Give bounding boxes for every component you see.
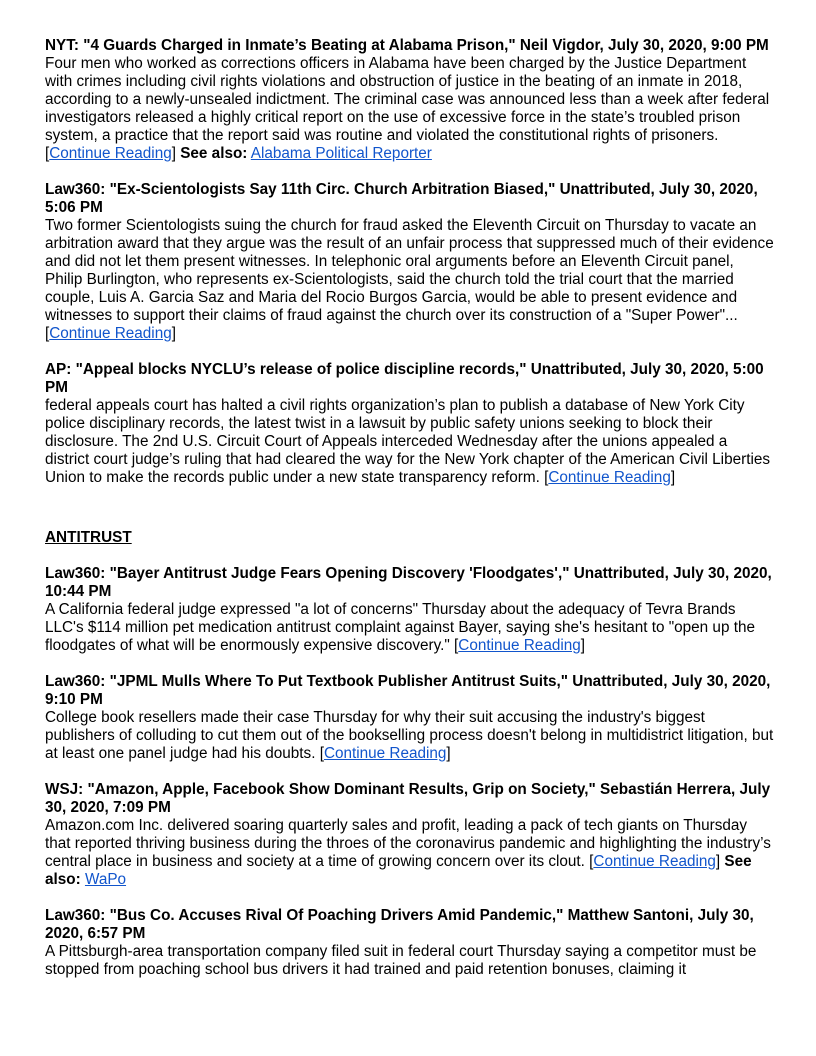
article — [45, 907, 775, 979]
article-text: A Pittsburgh-area transportation company filed suit in federal court Thursday saying a competitor must be stopped from poaching school bus drivers it had trained and paid retention bonuses, claiming it — [45, 943, 757, 978]
article-headline: Law360: "Bus Co. Accuses Rival Of Poaching Drivers Amid Pandemic," Matthew Santoni, July 30, 2020, 6:57 PM — [45, 907, 754, 942]
article-text: Two former Scientologists suing the church for fraud asked the Eleventh Circuit on Thursday to vacate an arbitration award that they argue was the result of an unfair process that suppressed much of their evidence and did not let them present witnesses. In telephonic oral arguments before an Eleventh Circuit panel, Philip Burlington, who represents ex-Scientologists, said the church told the trial court that the married couple, Luis A. Garcia Saz and Maria del Rocio Burgos Garcia, would be able to present evidence and witnesses to support their claims of fraud against the church over its construction of a "Super Power"... — [45, 217, 774, 324]
article-text: federal appeals court has halted a civil rights organization’s plan to publish a database of New York City police disciplinary records, the latest twist in a lawsuit by public safety unions seeking to block their disclosure. The 2nd U.S. Circuit Court of Appeals interceded Wednesday after the unions appealed a district court judge’s ruling that had cleared the way for the New York chapter of the American Civil Liberties Union to make the records public under a new state transparency reform. — [45, 397, 770, 486]
continue-reading-link[interactable]: Continue Reading — [49, 145, 172, 162]
continue-reading-link[interactable]: Continue Reading — [593, 853, 716, 870]
article-headline: Law360: "Bayer Antitrust Judge Fears Opening Discovery 'Floodgates'," Unattributed, July 30, 2020, 10:44 PM — [45, 565, 772, 600]
section-heading: ANTITRUST — [45, 529, 132, 546]
article-body — [45, 943, 775, 979]
see-also-label: See also: — [180, 145, 248, 162]
article-headline: Law360: "JPML Mulls Where To Put Textbook Publisher Antitrust Suits," Unattributed, July 30, 2020, 9:10 PM — [45, 673, 771, 708]
article-text: A California federal judge expressed "a lot of concerns" Thursday about the adequacy of Tevra Brands LLC's $114 million pet medication antitrust complaint against Bayer, saying she's hesitant to "open up the floodgates of what will be enormously expensive discovery." — [45, 601, 755, 654]
article-headline: Law360: "Ex-Scientologists Say 11th Circ. Church Arbitration Biased," Unattributed, July 30, 2020, 5:06 PM — [45, 181, 758, 216]
article-body: A California federal judge expressed "a lot of concerns" Thursday about the adequacy of Tevra Brands LLC's $114 million pet medication antitrust complaint against Bayer, saying she's hesitant to "open up the floodgates of what will be enormously expensive discovery." [Continue Reading] — [45, 601, 755, 654]
article — [45, 181, 775, 343]
article-text: College book resellers made their case Thursday for why their suit accusing the industry's biggest publishers of colluding to cut them out of the bookselling process doesn't belong in multidistrict litigation, but at least one panel judge had his doubts. — [45, 709, 774, 762]
article — [45, 37, 775, 163]
document-page — [45, 37, 775, 997]
continue-reading-link[interactable]: Continue Reading — [323, 745, 447, 762]
article-headline: AP: "Appeal blocks NYCLU’s release of police discipline records," Unattributed, July 30, 2020, 5:00 PM — [45, 361, 764, 396]
see-also-link[interactable]: WaPo — [84, 871, 127, 888]
continue-reading-link[interactable]: Continue Reading — [49, 325, 172, 342]
see-also-link[interactable]: Alabama Political Reporter — [250, 145, 432, 162]
article-headline: WSJ: "Amazon, Apple, Facebook Show Dominant Results, Grip on Society," Sebastián Herrera, July 30, 2020, 7:09 PM — [45, 781, 771, 816]
article — [45, 565, 775, 655]
see-also-label: See also: — [45, 853, 752, 888]
continue-reading-link[interactable]: Continue Reading — [548, 469, 671, 486]
article-headline: NYT: "4 Guards Charged in Inmate’s Beating at Alabama Prison," Neil Vigdor, July 30, 2020, 9:00 PM — [45, 37, 769, 54]
article-body: Two former Scientologists suing the church for fraud asked the Eleventh Circuit on Thursday to vacate an arbitration award that they argue was the result of an unfair process that suppressed much of their evidence and did not let them present witnesses. In telephonic oral arguments before an Eleventh Circuit panel, Philip Burlington, who represents ex-Scientologists, said the church told the trial court that the married couple, Luis A. Garcia Saz and Maria del Rocio Burgos Garcia, would be able to present evidence and witnesses to support their claims of fraud against the church over its construction of a "Super Power"... [Continue Reading] — [45, 217, 774, 342]
article — [45, 361, 775, 487]
article — [45, 781, 775, 889]
article-body: federal appeals court has halted a civil rights organization’s plan to publish a database of New York City police disciplinary records, the latest twist in a lawsuit by public safety unions seeking to block their disclosure. The 2nd U.S. Circuit Court of Appeals interceded Wednesday after the unions appealed a district court judge’s ruling that had cleared the way for the New York chapter of the American Civil Liberties Union to make the records public under a new state transparency reform. [Continue Reading] — [45, 397, 770, 486]
continue-reading-link[interactable]: Continue Reading — [458, 637, 581, 654]
article-text: Amazon.com Inc. delivered soaring quarterly sales and profit, leading a pack of tech giants on Thursday that reported thriving business during the throes of the coronavirus pandemic and highlighting the industry’s central place in business and society at a time of growing concern over its clout. — [45, 817, 771, 870]
article-body: Four men who worked as corrections officers in Alabama have been charged by the Justice Department with crimes including civil rights violations and obstruction of justice in the beating of an inmate in 2018, according to a newly-unsealed indictment. The criminal case was announced less than a week after federal investigators released a highly critical report on the use of excessive force in the state’s troubled prison system, a practice that the report said was routine and violated the constitutional rights of prisoners. [Continue Reading] See also: Alabama Political Reporter — [45, 55, 770, 162]
article-text: Four men who worked as corrections officers in Alabama have been charged by the Justice Department with crimes including civil rights violations and obstruction of justice in the beating of an inmate in 2018, according to a newly-unsealed indictment. The criminal case was announced less than a week after federal investigators released a highly critical report on the use of excessive force in the state’s troubled prison system, a practice that the report said was routine and violated the constitutional rights of prisoners. — [45, 55, 770, 144]
article-body: College book resellers made their case Thursday for why their suit accusing the industry's biggest publishers of colluding to cut them out of the bookselling process doesn't belong in multidistrict litigation, but at least one panel judge had his doubts. [Continue Reading] — [45, 709, 774, 762]
article-body: Amazon.com Inc. delivered soaring quarterly sales and profit, leading a pack of tech giants on Thursday that reported thriving business during the throes of the coronavirus pandemic and highlighting the industry’s central place in business and society at a time of growing concern over its clout. [Continue Reading] See also: WaPo — [45, 817, 771, 888]
article — [45, 673, 775, 763]
